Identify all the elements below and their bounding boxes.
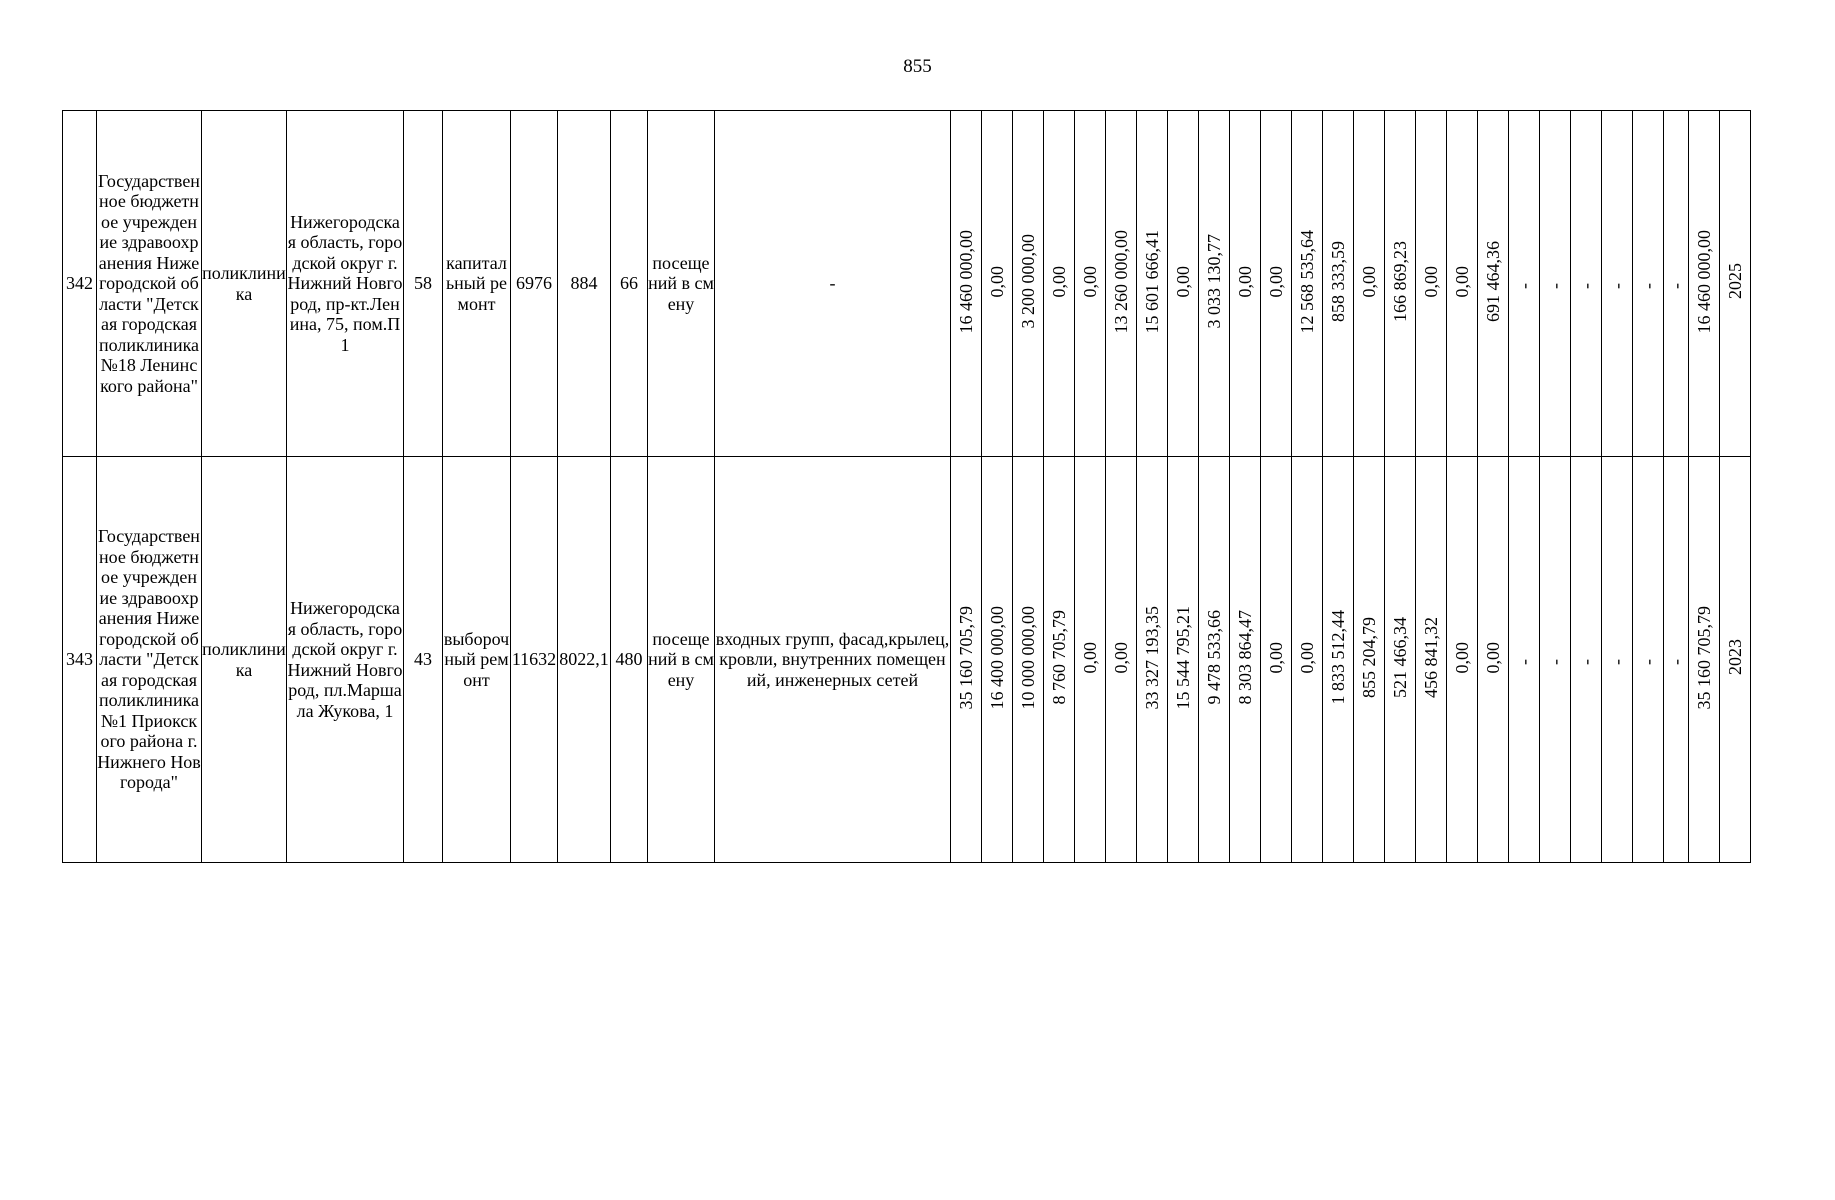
value-cell xyxy=(1633,457,1664,863)
value-cell xyxy=(1540,111,1571,457)
work-type: выборочный ремонт xyxy=(443,628,510,690)
value-cell xyxy=(1664,111,1689,457)
value-text: 0,00 xyxy=(1080,265,1100,297)
value-cell xyxy=(1013,457,1044,863)
value-text: - xyxy=(1514,283,1534,290)
value-text: 0,00 xyxy=(1049,265,1069,297)
value-cell xyxy=(1261,457,1292,863)
value-text: 0,00 xyxy=(1266,265,1286,297)
value-text: - xyxy=(1576,659,1596,666)
capacity-unit: посещений в смену xyxy=(648,628,714,690)
cell-col4: 43 xyxy=(414,649,432,670)
registry-table xyxy=(62,110,1751,863)
institution-name: Государственное бюджетное учреждение здравоохранения Нижегородской области "Детская городская поликлиника №1 Приокского района г.Нижнего Новгорода" xyxy=(97,526,201,793)
value-text: 3 033 130,77 xyxy=(1204,234,1224,329)
value-cell xyxy=(1416,111,1447,457)
institution-name-cell xyxy=(97,111,202,457)
value-text: 13 260 000,00 xyxy=(1111,229,1131,333)
value-text: - xyxy=(1666,283,1686,290)
work-type-cell xyxy=(443,457,511,863)
value-text: 0,00 xyxy=(987,265,1007,297)
value-text: - xyxy=(1607,283,1627,290)
value-cell xyxy=(1075,111,1106,457)
value-text: 0,00 xyxy=(1452,265,1472,297)
object-address-cell xyxy=(287,111,404,457)
value-cell xyxy=(1075,457,1106,863)
object-address: Нижегородская область, городской округ г. Нижний Новгород, пр-кт.Ленина, 75, пом.П1 xyxy=(287,211,403,355)
cell-col6-cell xyxy=(511,111,558,457)
value-text: 16 460 000,00 xyxy=(1694,229,1714,333)
value-text: 15 601 666,41 xyxy=(1142,229,1162,333)
table-row xyxy=(63,111,1751,457)
object-address: Нижегородская область, городской округ г. Нижний Новгород, пл.Маршала Жукова, 1 xyxy=(287,598,403,721)
works-description: входных групп, фасад,крылец, кровли, внутренних помещений, инженерных сетей xyxy=(715,628,950,690)
value-cell xyxy=(1602,111,1633,457)
value-cell xyxy=(1478,111,1509,457)
cell-col7: 884 xyxy=(570,273,598,294)
capacity-unit: посещений в смену xyxy=(648,252,714,314)
cell-col4-cell xyxy=(404,457,443,863)
value-text: 8 303 864,47 xyxy=(1235,610,1255,705)
value-text: 35 160 705,79 xyxy=(1694,605,1714,709)
cell-col6-cell xyxy=(511,457,558,863)
cell-col7-cell xyxy=(558,111,611,457)
value-text: 12 568 535,64 xyxy=(1297,229,1317,333)
cell-col4: 58 xyxy=(414,273,432,294)
value-cell xyxy=(1540,457,1571,863)
value-cell xyxy=(1323,457,1354,863)
cell-col8: 66 xyxy=(620,273,638,294)
value-cell xyxy=(1323,111,1354,457)
value-cell xyxy=(1106,111,1137,457)
object-type: поликлиника xyxy=(202,639,286,680)
value-text: - xyxy=(1545,283,1565,290)
value-text: 0,00 xyxy=(1173,265,1193,297)
value-cell xyxy=(1168,111,1199,457)
value-text: 0,00 xyxy=(1452,641,1472,673)
value-text: 0,00 xyxy=(1483,641,1503,673)
table-row xyxy=(63,457,1751,863)
value-cell xyxy=(1447,457,1478,863)
value-cell xyxy=(1044,111,1075,457)
value-text: - xyxy=(1666,659,1686,666)
value-cell xyxy=(1013,111,1044,457)
value-cell xyxy=(1137,457,1168,863)
value-cell xyxy=(951,457,982,863)
value-text: 0,00 xyxy=(1266,641,1286,673)
cell-col7: 8022,1 xyxy=(559,649,609,670)
value-text: 0,00 xyxy=(1359,265,1379,297)
value-text: 0,00 xyxy=(1111,641,1131,673)
value-cell xyxy=(982,111,1013,457)
cell-col6: 6976 xyxy=(516,273,552,294)
value-text: 858 333,59 xyxy=(1328,240,1348,322)
value-text: 8 760 705,79 xyxy=(1049,610,1069,705)
object-address-cell xyxy=(287,457,404,863)
value-cell xyxy=(1137,111,1168,457)
value-cell xyxy=(1689,457,1720,863)
value-cell xyxy=(1354,111,1385,457)
row-number: 342 xyxy=(66,273,93,294)
value-cell xyxy=(1571,111,1602,457)
value-text: 166 869,23 xyxy=(1390,240,1410,322)
value-text: 15 544 795,21 xyxy=(1173,605,1193,709)
row-number-cell xyxy=(63,111,97,457)
object-type: поликлиника xyxy=(202,263,286,304)
value-text: 0,00 xyxy=(1080,641,1100,673)
value-text: - xyxy=(1638,659,1658,666)
page-number: 855 xyxy=(903,56,932,77)
value-cell xyxy=(1720,111,1751,457)
value-text: 10 000 000,00 xyxy=(1018,605,1038,709)
value-cell xyxy=(1292,111,1323,457)
value-cell xyxy=(1509,111,1540,457)
value-text: 0,00 xyxy=(1235,265,1255,297)
value-cell xyxy=(1230,111,1261,457)
value-cell xyxy=(1509,457,1540,863)
row-number-cell xyxy=(63,457,97,863)
value-cell xyxy=(1447,111,1478,457)
value-cell xyxy=(1720,457,1751,863)
institution-name: Государственное бюджетное учреждение здравоохранения Нижегородской области "Детская городская поликлиника №18 Ленинского района" xyxy=(98,170,200,396)
value-text: 855 204,79 xyxy=(1359,616,1379,698)
cell-col8-cell xyxy=(611,111,648,457)
value-cell xyxy=(1385,457,1416,863)
value-cell xyxy=(1199,457,1230,863)
value-cell xyxy=(1571,457,1602,863)
work-type: капитальный ремонт xyxy=(445,252,508,314)
value-cell xyxy=(1416,457,1447,863)
works-description-cell xyxy=(715,111,951,457)
cell-col4-cell xyxy=(404,111,443,457)
capacity-unit-cell xyxy=(648,457,715,863)
value-cell xyxy=(1385,111,1416,457)
value-cell xyxy=(1354,457,1385,863)
value-cell xyxy=(1106,457,1137,863)
value-text: 0,00 xyxy=(1297,641,1317,673)
cell-col7-cell xyxy=(558,457,611,863)
object-type-cell xyxy=(202,457,287,863)
value-cell xyxy=(1689,111,1720,457)
institution-name-cell xyxy=(97,457,202,863)
value-text: 16 460 000,00 xyxy=(956,229,976,333)
value-text: 456 841,32 xyxy=(1421,616,1441,698)
value-cell xyxy=(1633,111,1664,457)
value-text: - xyxy=(1576,283,1596,290)
work-type-cell xyxy=(443,111,511,457)
value-text: - xyxy=(1607,659,1627,666)
value-cell xyxy=(1602,457,1633,863)
value-text: - xyxy=(1514,659,1534,666)
value-text: 691 464,36 xyxy=(1483,240,1503,322)
value-text: 9 478 533,66 xyxy=(1204,610,1224,705)
row-number: 343 xyxy=(66,649,93,670)
value-text: 521 466,34 xyxy=(1390,616,1410,698)
cell-col8: 480 xyxy=(615,649,643,670)
value-cell xyxy=(1478,457,1509,863)
value-text: - xyxy=(1638,283,1658,290)
value-text: 1 833 512,44 xyxy=(1328,610,1348,705)
value-text: 35 160 705,79 xyxy=(956,605,976,709)
value-cell xyxy=(1044,457,1075,863)
value-text: - xyxy=(1545,659,1565,666)
works-description-cell xyxy=(715,457,951,863)
value-cell xyxy=(1168,457,1199,863)
value-cell xyxy=(1261,111,1292,457)
value-cell xyxy=(1230,457,1261,863)
value-cell xyxy=(1664,457,1689,863)
value-text: 3 200 000,00 xyxy=(1018,234,1038,329)
capacity-unit-cell xyxy=(648,111,715,457)
object-type-cell xyxy=(202,111,287,457)
value-text: 33 327 193,35 xyxy=(1142,605,1162,709)
works-description: - xyxy=(829,273,836,294)
value-text: 16 400 000,00 xyxy=(987,605,1007,709)
value-cell xyxy=(1199,111,1230,457)
value-cell xyxy=(951,111,982,457)
value-cell xyxy=(1292,457,1323,863)
value-text: 0,00 xyxy=(1421,265,1441,297)
cell-col6: 11632 xyxy=(511,649,557,670)
cell-col8-cell xyxy=(611,457,648,863)
value-text: 2025 xyxy=(1725,263,1745,300)
value-cell xyxy=(982,457,1013,863)
value-text: 2023 xyxy=(1725,639,1745,676)
